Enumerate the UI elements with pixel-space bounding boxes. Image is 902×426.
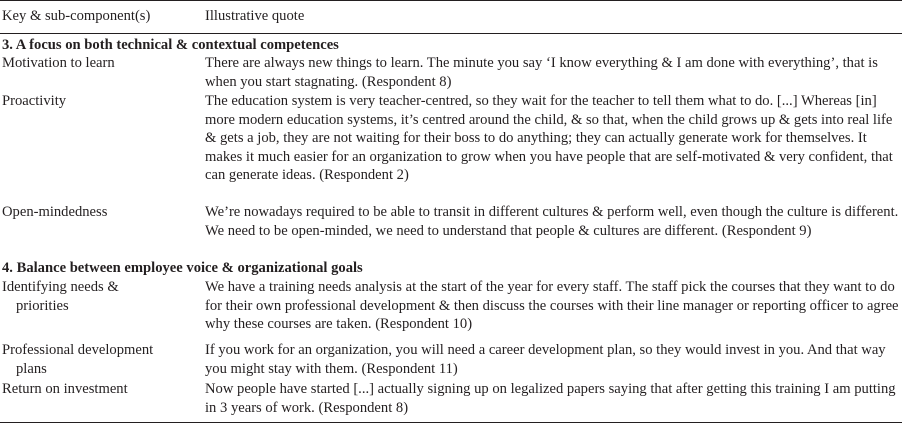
row-quote: The education system is very teacher-centred, so they wait for the teacher to tell them what to do. [...] Whereas [in] more modern education systems, it’s centred around the child, & so that, when the child grows up & gets into real life & gets a job, they are not waiting for their boss to do anything; they can actually generate work for themselves. It makes it much easier for an organization to grow when you have people that are self-motivated & very confident, that can generate ideas. (Respondent 2) [205, 93, 893, 183]
header-rule [0, 33, 902, 34]
row-key [2, 278, 198, 315]
row-key: Open-mindedness [2, 204, 108, 220]
bottom-rule [0, 422, 902, 423]
section-title: 3. A focus on both technical & contextual competences [2, 37, 339, 53]
row-quote: We’re nowadays required to be able to transit in different cultures & perform well, even though the culture is different. We need to be open-minded, we need to understand that people & cultures are different. (Respondent 9) [205, 204, 899, 239]
row-key-line: Professional development [2, 342, 154, 358]
row-key: Return on investment [2, 381, 128, 397]
row-key [2, 341, 198, 378]
header-key: Key & sub-component(s) [2, 8, 151, 24]
section-title: 4. Balance between employee voice & organizational goals [2, 260, 363, 276]
row-key-line: plans [16, 360, 47, 377]
row-key-line: priorities [16, 297, 69, 314]
row-quote: Now people have started [...] actually signing up on legalized papers saying that after getting this training I am putting in 3 years of work. (Respondent 8) [205, 381, 896, 416]
row-key: Proactivity [2, 93, 67, 109]
row-quote: If you work for an organization, you will need a career development plan, so they would invest in you. And that way you might stay with them. (Respondent 11) [205, 342, 886, 377]
row-key-line: Identifying needs & [2, 279, 119, 295]
top-rule [0, 0, 902, 1]
row-quote: There are always new things to learn. The minute you say ‘I know everything & I am done with everything’, that is when you start stagnating. (Respondent 8) [205, 55, 878, 90]
row-quote: We have a training needs analysis at the start of the year for every staff. The staff pick the courses that they want to do for their own professional development & then discuss the courses with their line manager or reporting officer to agree why these courses are taken. (Respondent 10) [205, 279, 899, 332]
header-quote: Illustrative quote [205, 8, 305, 24]
row-key: Motivation to learn [2, 55, 115, 71]
